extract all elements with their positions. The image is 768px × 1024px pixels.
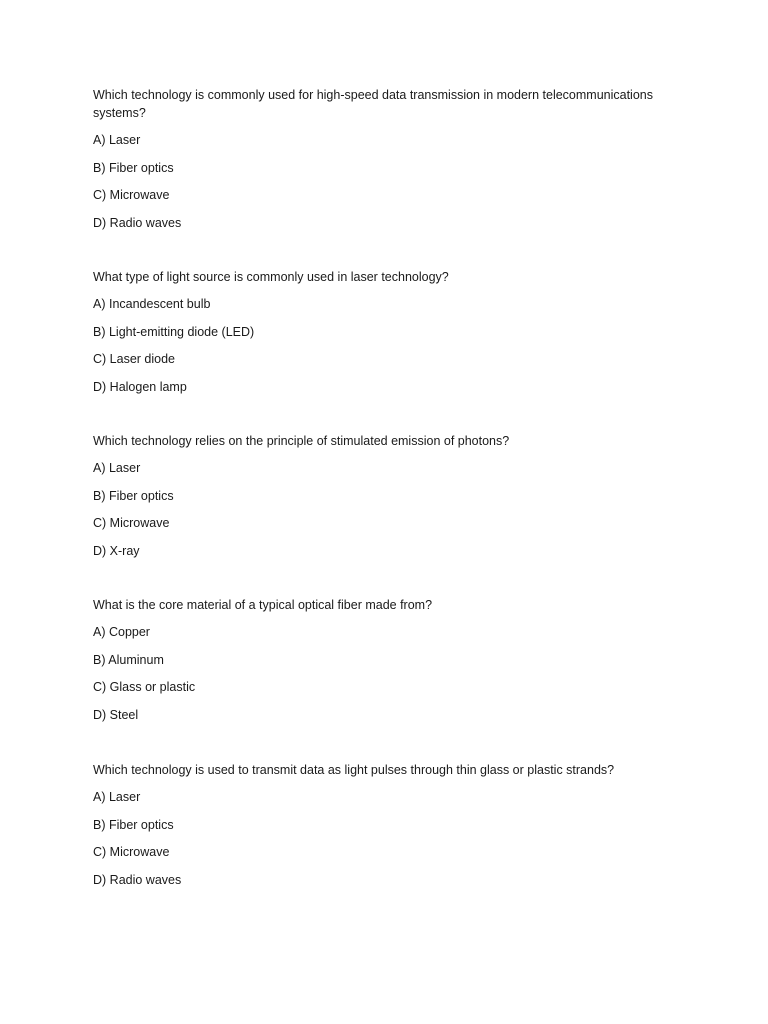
option-d: D) X-ray [93,543,140,558]
option-a: A) Laser [93,790,141,804]
option-a: A) Laser [93,133,141,147]
option-b: B) Fiber optics [93,817,174,832]
option-d: D) Steel [93,707,139,722]
question-text: What type of light source is commonly used in laser technology? [93,270,449,284]
question-2 [93,268,673,405]
option-a: A) Copper [93,625,150,639]
question-text: Which technology relies on the principle of stimulated emission of photons? [93,434,510,448]
option-d: D) Radio waves [93,215,182,230]
option-a: A) Laser [93,461,141,475]
question-text: Which technology is commonly used for high-speed data transmission in modern telecommunications systems? [93,88,653,120]
option-b: B) Fiber optics [93,488,174,503]
question-4 [93,596,673,733]
question-5 [93,761,673,898]
option-d: D) Radio waves [93,872,182,887]
option-a: A) Incandescent bulb [93,297,211,311]
question-text: Which technology is used to transmit data as light pulses through thin glass or plastic strands? [93,763,615,777]
option-d: D) Halogen lamp [93,379,187,394]
option-c: C) Microwave [93,845,170,859]
option-c: C) Glass or plastic [93,680,196,694]
option-c: C) Laser diode [93,352,175,366]
question-text: What is the core material of a typical optical fiber made from? [93,598,433,612]
option-c: C) Microwave [93,516,170,530]
option-b: B) Aluminum [93,652,164,667]
option-b: B) Fiber optics [93,160,174,175]
option-c: C) Microwave [93,188,170,202]
question-1 [93,86,673,241]
question-3 [93,432,673,569]
option-b: B) Light-emitting diode (LED) [93,324,255,339]
